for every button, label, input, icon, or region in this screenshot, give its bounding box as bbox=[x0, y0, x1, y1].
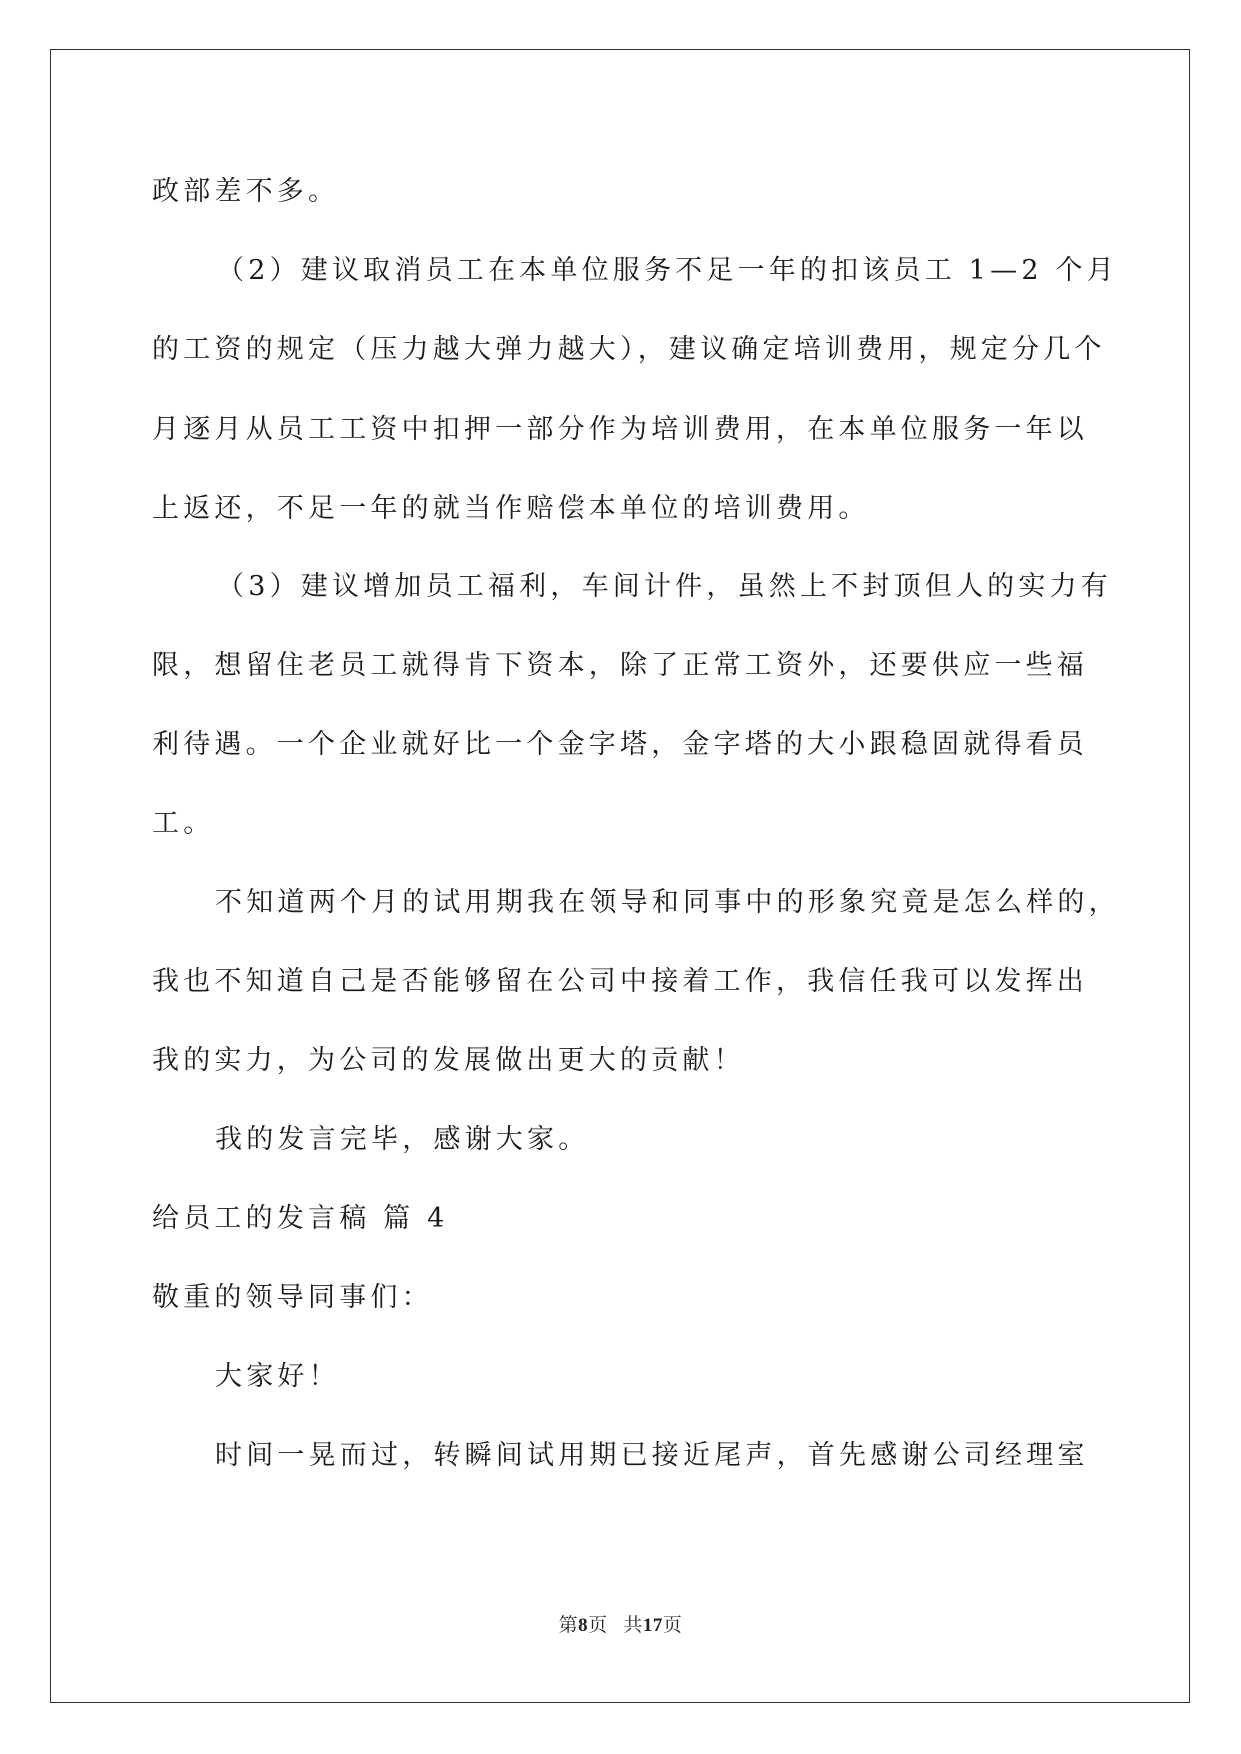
footer-total-suffix: 页 bbox=[662, 1615, 683, 1636]
text-line: 工。 bbox=[152, 808, 215, 839]
text-line: （2）建议取消员工在本单位服务不足一年的扣该员工 1—2 个月 bbox=[217, 255, 1118, 286]
footer-total-prefix: 共 bbox=[623, 1615, 643, 1636]
text-line: 的工资的规定（压力越大弹力越大），建议确定培训费用，规定分几个 bbox=[152, 334, 1106, 365]
text-line: 利待遇。一个企业就好比一个金字塔，金字塔的大小跟稳固就得看员 bbox=[152, 729, 1088, 760]
text-line: 月逐月从员工工资中扣押一部分作为培训费用，在本单位服务一年以 bbox=[152, 414, 1088, 445]
greeting: 大家好！ bbox=[215, 1361, 340, 1392]
current-page-number: 8 bbox=[578, 1615, 589, 1636]
text-line: 政部差不多。 bbox=[152, 176, 340, 207]
page-footer bbox=[0, 1610, 1241, 1637]
total-page-count: 17 bbox=[642, 1615, 663, 1636]
footer-page-suffix: 页 bbox=[588, 1615, 608, 1636]
text-line: 不知道两个月的试用期我在领导和同事中的形象究竟是怎么样的， bbox=[215, 887, 1120, 918]
text-line: 我的发言完毕，感谢大家。 bbox=[215, 1124, 590, 1155]
text-line: （3）建议增加员工福利，车间计件，虽然上不封顶但人的实力有 bbox=[217, 571, 1112, 602]
text-line: 上返还，不足一年的就当作赔偿本单位的培训费用。 bbox=[152, 493, 870, 524]
text-line: 我也不知道自己是否能够留在公司中接着工作，我信任我可以发挥出 bbox=[152, 966, 1088, 997]
text-line: 限，想留住老员工就得肯下资本，除了正常工资外，还要供应一些福 bbox=[152, 650, 1088, 681]
section-heading: 给员工的发言稿 篇 4 bbox=[152, 1203, 449, 1234]
text-line: 时间一晃而过，转瞬间试用期已接近尾声，首先感谢公司经理室 bbox=[215, 1440, 1089, 1471]
footer-prefix: 第 bbox=[558, 1615, 579, 1636]
salutation: 敬重的领导同事们： bbox=[152, 1282, 433, 1313]
text-line: 我的实力，为公司的发展做出更大的贡献！ bbox=[152, 1045, 745, 1076]
